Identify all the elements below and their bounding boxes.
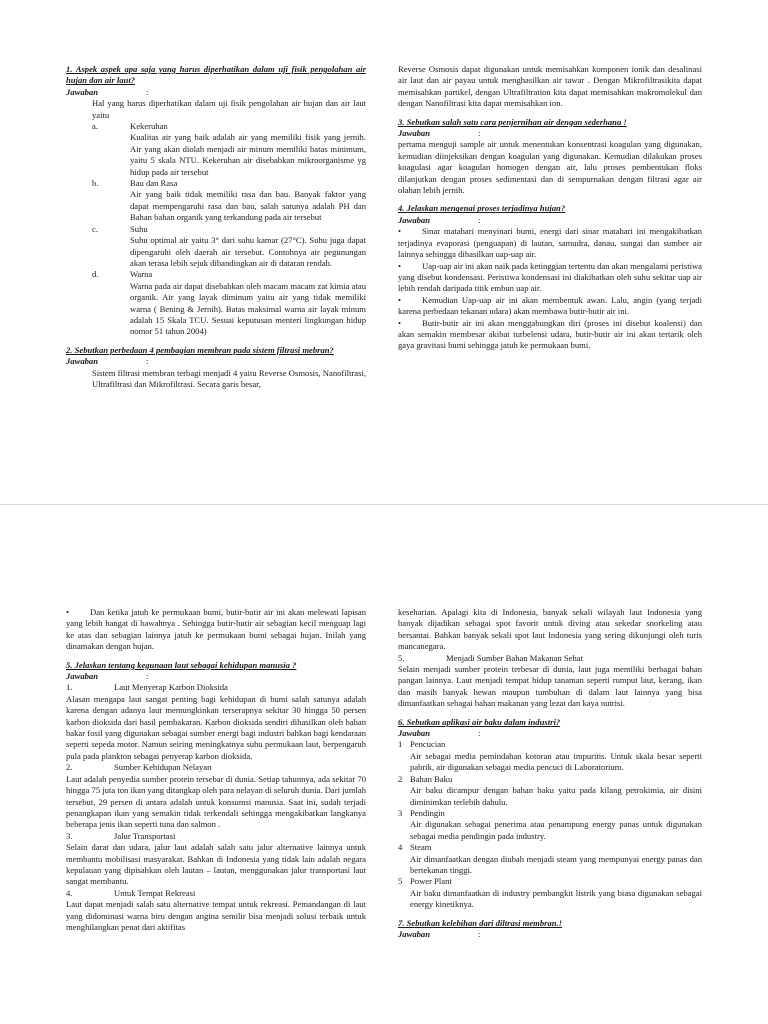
answer-2-text: Sistem filtrasi membran terbagi menjadi 4 yaitu Reverse Osmosis, Nanofiltrasi, Ultrafiltrasi dan Mikrofiltrasi. Secara garis besar, bbox=[92, 367, 366, 389]
answer-label: Jawaban : bbox=[398, 214, 481, 225]
answer-label: Jawaban : bbox=[398, 928, 481, 939]
list-item: 5. Menjadi Sumber Bahan Makanan Sehat bbox=[398, 652, 583, 663]
answer-label: Jawaban : bbox=[398, 728, 481, 739]
page2-right-column bbox=[398, 607, 702, 940]
question-5: 5. Jelaskan tentang kegunaan laut sebagai kehidupan manusia ? bbox=[66, 659, 297, 670]
list-item-text: Laut adalah penyedia sumber protein tersebar di dunia. Setiap tahunnya, ada sekitar 70 hingga 75 juta ton ikan yang ditangkap oleh para nelayan di seluruh dunia. Dari jumlah tersebut, 29 persen di antara adalah untuk konsumsi manusia. Saat ini, sudah terjadi penangkapan ikan yang semakin tidak terkendali sehingga mengakibatkan langkanya beberapa jenis ikan seperti tuna dan salmon . bbox=[66, 773, 366, 830]
bullet-item: • Dan ketika jatuh ke permukaan bumi, butir-butir air ini akan melewati lapisan yang lebih hangat di bawahnya . Sehingga butir-butir air sebagian kecil menguap lagi ke atas dan sebagian lainnya jatuh ke permukaan bumi sebagai hujan. Inilah yang dinamakan dengan hujan. bbox=[66, 607, 366, 652]
list-item-text: Kualitas air yang baik adalah air yang memiliki fisik yang jernih. Air yang akan diolah menjadi air minum memiliki batas minimum, yaitu 5 skala NTU. Kekeruhan air disebabkan mikroorganisme yg hidup pada air tersebut bbox=[130, 132, 366, 177]
list-item-text: Air dimanfaatkan dengan diubah menjadi steam yang mempunyai energy panas dan bertekanan tinggi. bbox=[410, 853, 702, 875]
list-item-text: Selain menjadi sumber protein terbesar di dunia, laut juga memiliki berbagai bahan pangan lainnya. Laut menjadi tempat hidup tanaman seperti rumput laut, kerang, ikan dan masih banyak hewan maupun tumbuhan di dalam laut lainnya yang bisa dimanfaatkan sebagai bahan makanan yang lezat dan kaya nutrisi. bbox=[398, 664, 702, 709]
list-item-text: Selain darat dan udara, jalur laut adalah salah satu jalur alternative lainnya untuk membantu mobilisasi masyarakat. Bahkan di Indonesia yang tidak lain adalah negara kepulauan yang dipisahkan oleh lautan – lautan, menggunakan jalur transportasi laut sangat membantu. bbox=[66, 842, 366, 887]
document-page-1 bbox=[0, 0, 768, 505]
answer-label: Jawaban : bbox=[398, 128, 481, 139]
list-item-text: Air baku dimanfaatkan di industry pembangkit listrik yang biasa digunakan sebagai energy kinetiknya. bbox=[410, 887, 702, 910]
list-item-text: Warna pada air dapat disebabkan oleh macam macam zat kimia atau organik. Air yang layak diminum yaitu air yang tidak memiliki warna ( Bening & Jernih). Batas maksimal warna air layak minum adalah 15 Skala TCU. Sesuai keputusan menteri lingkungan hidup nomor 51 tahun 2004) bbox=[130, 280, 366, 337]
answer-2-continued: Reverse Osmosis dapat digunakan untuk memisahkan komponen ionik dan desalinasi air laut dan air payau untuk menghasilkan air tawar . Dengan Mikrofiltrasikita dapat memisahkan partikel, dengan Ultrafiltration kita dapat memisahkan makromolekul dan dengan Nanofiltrasi kita dapat memisahkan ion. bbox=[398, 64, 702, 109]
page1-right-column bbox=[398, 64, 702, 352]
answer-3-text: pertama menguji sample air untuk menentukan konsentrasi koagulan yang digunakan, kemudian diinjeksikan dengan koagulan yang digunakan. Kemudian dilakukan proses koagulasi agar koagulan homogen dengan air, lalu proses pembentukan floks dilanjutkan dengan proses sedimentasi dan di sempurnakan dengan filtrasi agar air olahan lebih jernih. bbox=[398, 139, 702, 196]
list-item-text: Air sebagai media pemindahan kotoran atau impuritis. Untuk skala besar seperti pabrik, air digunakan sebagai media pencuci di Laboratorium. bbox=[410, 750, 702, 773]
answer-1-intro: Hal yang harus diperhatikan dalam uji fisik pengolahan air hujan dan air laut yaitu bbox=[92, 98, 366, 120]
list-item: d. Warna bbox=[92, 269, 153, 280]
answer-1-list bbox=[66, 121, 366, 338]
list-item-text: Air baku dicampur dengan bahan baku yaitu pada kilang petrokimia, air disini diminimkan terlebih dahulu. bbox=[410, 785, 702, 807]
page2-left-column bbox=[66, 607, 366, 933]
list-item-text: Air digunakan sebagai penerima atau penampung energy panas untuk digunakan sebagai media pendingin pada industry. bbox=[410, 819, 702, 841]
question-3: 3. Sebutkan salah satu cara penjernihan air dengan sederhana ! bbox=[398, 116, 627, 127]
list-item: 2. Sumber Kehidupan Nelayan bbox=[66, 762, 212, 773]
answer-label: Jawaban : bbox=[66, 86, 149, 97]
list-item-text: Suhu optimal air yaitu 3° dari suhu kamar (27°C). Suhu juga dapat dipengaruhi oleh daerah air tersebut. Contohnya air pegunungan akan terasa lebih sejuk dibandingkan air di dataran rendah. bbox=[130, 235, 366, 268]
question-4: 4. Jelaskan mengenai proses terjadinya hujan? bbox=[398, 203, 566, 214]
list-item-text: Alasan mengapa laut sangat penting bagi kehidupan di bumi salah satunya adalah karena dengan adanya laut memungkinkan terserapnya sekitar 30 hingga 50 persen karbon dioksida dari hasil pembakaran. Karbon dioksida sendiri dihasilkan oleh bahan bakar fosil yang digunakan sebagai sumber energi bagi industri bahkan bagi kendaraan seperti sepeda motor. Namun seiring meningkatnya suhu permukaan laut, berpengaruh pula pada plankton sebagai penyerap karbon dioksida. bbox=[66, 693, 366, 761]
list-item: 2 Bahan Baku bbox=[398, 773, 453, 784]
page1-left-column bbox=[66, 64, 366, 390]
bullet-item: • Kemudian Uap-uap air ini akan membentuk awan. Lalu, angin (yang terjadi karena perbedaan tekanan udara) akan membawa butir-butir air ini. bbox=[398, 294, 702, 317]
list-item: 1. Laut Menyerap Karbon Dioksida bbox=[66, 682, 228, 693]
answer-label: Jawaban : bbox=[66, 356, 149, 367]
question-7: 7. Sebutkan kelebihan dari diltrasi membran.! bbox=[398, 917, 563, 928]
answer-5-continued: keseharian. Apalagi kita di Indonesia, banyak sekali wilayah laut Indonesia yang banyak dijadikan sebagai spot favorit untuk diving atau sekedar snorkeling atau bersantai. Bahkan banyak sekali spot laut Indonesia yang sering dikunjungi oleh turis mancanegara. bbox=[398, 607, 702, 652]
list-item: b. Bau dan Rasa bbox=[92, 178, 178, 189]
question-6: 6. Sebutkan aplikasi air baku dalam industri? bbox=[398, 716, 561, 727]
question-1: 1. Aspek aspek apa saja yang harus diperhatikan dalam uji fisik pengolahan air hujan dan air laut? bbox=[66, 64, 366, 86]
list-item: 5 Power Plant bbox=[398, 876, 452, 887]
bullet-item: • Uap-uap air ini akan naik pada ketinggian tertentu dan akan mengalami peristiwa yang disebut kondensasi. Peristiwa kondensasi ini diakibatkan oleh suhu sekitar uap air lebih rendah daripada titik embun uap air. bbox=[398, 260, 702, 294]
list-item-text: Air yang baik tidak memiliki rasa dan bau. Banyak faktor yang dapat mempengaruhi rasa dan bau, salah satunya adalah PH dan Bahan bahan organik yang terkandung pada air tersebut bbox=[130, 189, 366, 223]
list-item-text: Laut dapat menjadi salah satu alternative tempat untuk rekreasi. Pemandangan di laut yang didominasi warna biru dengan angina semilir bisa menjadi solusi terbaik untuk menghilangkan penat dari aktifitas bbox=[66, 899, 366, 932]
list-item: 1 Pencucian bbox=[398, 739, 446, 750]
list-item: 4. Untuk Tempat Rekreasi bbox=[66, 887, 196, 898]
question-2: 2. Sebutkan perbedaan 4 pembagian membran pada sistem filtrasi mebran? bbox=[66, 344, 334, 355]
list-item: a. Kekeruhan bbox=[92, 121, 168, 132]
list-item: 3 Pendingin bbox=[398, 807, 445, 818]
document-page-2 bbox=[0, 505, 768, 1024]
answer-label: Jawaban : bbox=[66, 671, 149, 682]
bullet-item: • Butir-butir air ini akan menggabungkan diri (proses ini disebut koalensi) dan akan semakin membesar akibat turbelensi udara, butir-butir air ini akan tertarik oleh gaya gravitasi bumi sehingga jatuh ke permukaan bumi. bbox=[398, 317, 702, 351]
list-item: 4 Steam bbox=[398, 842, 432, 853]
bullet-item: • Sinar matahari menyinari bumi, energi dari sinar matahari ini mengakibatkan terjadinya evaporasi (penguapan) di lautan, samudra, danau, sungai dan sumber air lainnya sehingga dihasilkan uap-uap air. bbox=[398, 226, 702, 260]
list-item: c. Suhu bbox=[92, 223, 148, 234]
list-item: 3. Jalur Transportasi bbox=[66, 830, 176, 841]
